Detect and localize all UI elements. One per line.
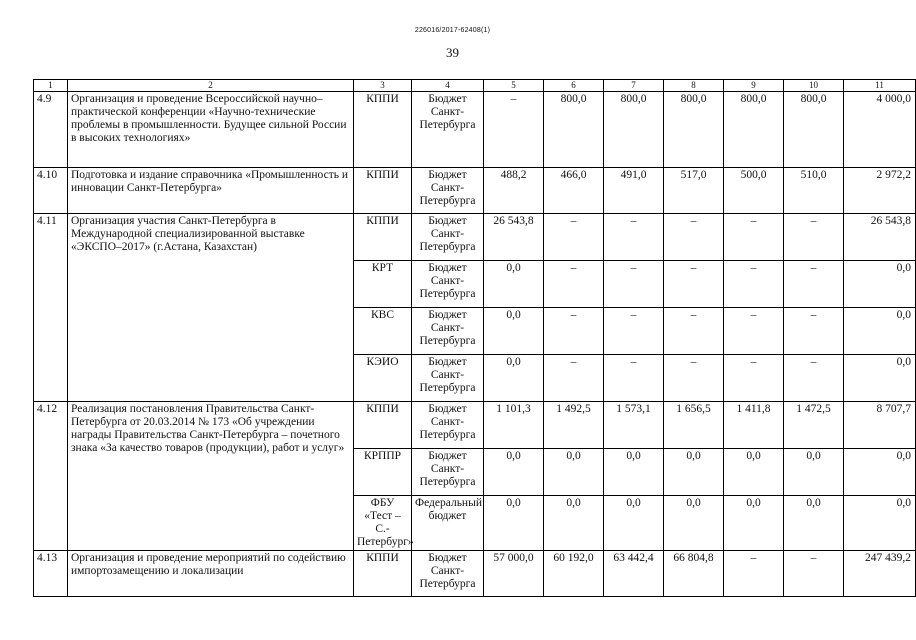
value-col-6: 800,0	[544, 92, 604, 168]
value-col-7: 0,0	[604, 496, 664, 551]
value-col-6: –	[544, 308, 604, 355]
value-col-8: 1 656,5	[664, 402, 724, 449]
funding-source: Бюджет Санкт-Петербурга	[412, 402, 484, 449]
funding-source: Бюджет Санкт-Петербурга	[412, 308, 484, 355]
value-col-5: 0,0	[484, 449, 544, 496]
activity-name: Организация и проведение мероприятий по содействию импортозамещению и локализации	[68, 551, 354, 597]
value-col-6: –	[544, 355, 604, 402]
value-col-9: 500,0	[724, 168, 784, 214]
value-col-9: 800,0	[724, 92, 784, 168]
table-row	[34, 92, 916, 168]
column-number: 6	[544, 80, 604, 92]
value-col-9: –	[724, 261, 784, 308]
value-col-10: –	[784, 214, 844, 261]
value-col-7: –	[604, 214, 664, 261]
total-value: 0,0	[844, 449, 916, 496]
value-col-5: 488,2	[484, 168, 544, 214]
value-col-9: 0,0	[724, 449, 784, 496]
document-id: 226016/2017-62408(1)	[414, 27, 491, 34]
page-number: 39	[446, 45, 459, 60]
column-number: 3	[354, 80, 412, 92]
total-value: 26 543,8	[844, 214, 916, 261]
value-col-6: –	[544, 261, 604, 308]
value-col-5: 57 000,0	[484, 551, 544, 597]
executor: КППИ	[354, 214, 412, 261]
activity-name: Организация участия Санкт-Петербурга в Международной специализированной выставке «ЭКСПО–2017» (г.Астана, Казахстан)	[68, 214, 354, 402]
value-col-8: –	[664, 214, 724, 261]
item-number: 4.10	[34, 168, 68, 214]
column-number: 2	[68, 80, 354, 92]
column-number: 1	[34, 80, 68, 92]
executor: КЭИО	[354, 355, 412, 402]
value-col-6: 0,0	[544, 449, 604, 496]
value-col-10: 0,0	[784, 496, 844, 551]
value-col-10: 510,0	[784, 168, 844, 214]
table-row	[34, 551, 916, 597]
value-col-7: 0,0	[604, 449, 664, 496]
total-value: 8 707,7	[844, 402, 916, 449]
value-col-10: –	[784, 355, 844, 402]
value-col-7: –	[604, 355, 664, 402]
value-col-5: 0,0	[484, 261, 544, 308]
executor: ФБУ «Тест – С.-Петербург»	[354, 496, 412, 551]
executor: КППИ	[354, 92, 412, 168]
value-col-5: –	[484, 92, 544, 168]
value-col-9: –	[724, 551, 784, 597]
value-col-9: 1 411,8	[724, 402, 784, 449]
value-col-6: 0,0	[544, 496, 604, 551]
value-col-7: 1 573,1	[604, 402, 664, 449]
value-col-8: 0,0	[664, 496, 724, 551]
funding-source: Бюджет Санкт-Петербурга	[412, 261, 484, 308]
column-number: 7	[604, 80, 664, 92]
table-row	[34, 402, 916, 449]
value-col-10: 800,0	[784, 92, 844, 168]
value-col-10: 0,0	[784, 449, 844, 496]
table-row	[34, 214, 916, 261]
activity-name: Подготовка и издание справочника «Промышленность и инновации Санкт-Петербурга»	[68, 168, 354, 214]
column-number: 8	[664, 80, 724, 92]
funding-source: Бюджет Санкт-Петербурга	[412, 355, 484, 402]
item-number: 4.13	[34, 551, 68, 597]
funding-source: Бюджет Санкт-Петербурга	[412, 92, 484, 168]
executor: КРТ	[354, 261, 412, 308]
value-col-8: –	[664, 355, 724, 402]
item-number: 4.11	[34, 214, 68, 402]
value-col-6: 1 492,5	[544, 402, 604, 449]
value-col-9: 0,0	[724, 496, 784, 551]
total-value: 4 000,0	[844, 92, 916, 168]
funding-source: Бюджет Санкт-Петербурга	[412, 214, 484, 261]
total-value: 0,0	[844, 496, 916, 551]
value-col-10: –	[784, 308, 844, 355]
funding-source: Бюджет Санкт-Петербурга	[412, 449, 484, 496]
value-col-10: 1 472,5	[784, 402, 844, 449]
activity-name: Реализация постановления Правительства Санкт-Петербурга от 20.03.2014 № 173 «Об учреждении награды Правительства Санкт-Петербурга – почетного знака «За качество товаров (продукции), работ и услуг»	[68, 402, 354, 551]
funding-source: Бюджет Санкт-Петербурга	[412, 168, 484, 214]
executor: КРППР	[354, 449, 412, 496]
value-col-5: 0,0	[484, 308, 544, 355]
total-value: 2 972,2	[844, 168, 916, 214]
column-number-row	[34, 80, 916, 92]
value-col-5: 0,0	[484, 496, 544, 551]
column-number: 5	[484, 80, 544, 92]
activity-name: Организация и проведение Всероссийской научно–практической конференции «Научно-технические проблемы в промышленности. Будущее сильной России в высоких технологиях»	[68, 92, 354, 168]
value-col-7: –	[604, 308, 664, 355]
total-value: 0,0	[844, 261, 916, 308]
value-col-8: 517,0	[664, 168, 724, 214]
value-col-8: 0,0	[664, 449, 724, 496]
value-col-9: –	[724, 355, 784, 402]
value-col-8: 66 804,8	[664, 551, 724, 597]
item-number: 4.12	[34, 402, 68, 551]
executor: КППИ	[354, 168, 412, 214]
funding-source: Бюджет Санкт-Петербурга	[412, 551, 484, 597]
value-col-5: 26 543,8	[484, 214, 544, 261]
funding-source: Федеральный бюджет	[412, 496, 484, 551]
value-col-10: –	[784, 261, 844, 308]
executor: КППИ	[354, 551, 412, 597]
column-number: 11	[844, 80, 916, 92]
total-value: 247 439,2	[844, 551, 916, 597]
value-col-7: –	[604, 261, 664, 308]
value-col-6: –	[544, 214, 604, 261]
value-col-8: –	[664, 261, 724, 308]
value-col-5: 0,0	[484, 355, 544, 402]
program-table	[33, 79, 916, 597]
value-col-7: 63 442,4	[604, 551, 664, 597]
executor: КППИ	[354, 402, 412, 449]
value-col-10: –	[784, 551, 844, 597]
value-col-8: –	[664, 308, 724, 355]
column-number: 10	[784, 80, 844, 92]
value-col-6: 466,0	[544, 168, 604, 214]
value-col-5: 1 101,3	[484, 402, 544, 449]
value-col-8: 800,0	[664, 92, 724, 168]
executor: КВС	[354, 308, 412, 355]
value-col-9: –	[724, 214, 784, 261]
table-row	[34, 168, 916, 214]
value-col-9: –	[724, 308, 784, 355]
value-col-7: 491,0	[604, 168, 664, 214]
value-col-7: 800,0	[604, 92, 664, 168]
total-value: 0,0	[844, 355, 916, 402]
total-value: 0,0	[844, 308, 916, 355]
item-number: 4.9	[34, 92, 68, 168]
value-col-6: 60 192,0	[544, 551, 604, 597]
column-number: 4	[412, 80, 484, 92]
column-number: 9	[724, 80, 784, 92]
